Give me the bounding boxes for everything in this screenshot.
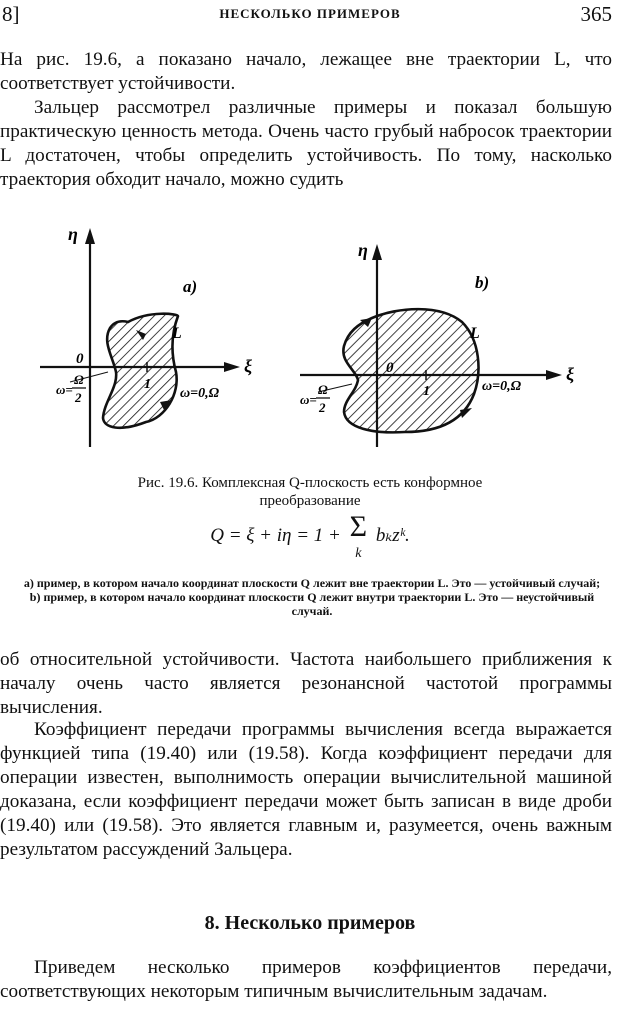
- label-xi-b: ξ: [566, 364, 575, 384]
- paragraph-3-text: об относительной устойчивости. Частота наибольшего приближения к началу очень часто является резонансной частотой программы вычисления.: [0, 649, 612, 718]
- tick-label-b: 1: [423, 384, 430, 399]
- caption-line-1: Рис. 19.6. Комплексная Q-плоскость есть конформное: [137, 475, 483, 491]
- caption-formula: [0, 512, 620, 561]
- paragraph-2-text: Зальцер рассмотрел различные примеры и показал большую практическую ценность метода. Очень часто грубый набросок траектории L достаточен, чтобы определить устойчивость. По тому, насколько траектория обходит начало, можно судить: [0, 97, 612, 190]
- paragraph-4: [0, 718, 612, 862]
- omega-right-a: ω=0,Ω: [180, 386, 220, 401]
- paragraph-1: [0, 48, 612, 96]
- panel-label-a: a): [183, 277, 198, 296]
- paragraph-5: [0, 956, 612, 1004]
- curve-label-a: L: [172, 325, 182, 342]
- omega-left-den-a: 2: [75, 390, 82, 405]
- running-header: [0, 0, 620, 26]
- figure-panel-a: [40, 224, 252, 447]
- trajectory-l-a: [103, 314, 178, 428]
- running-title: НЕСКОЛЬКО ПРИМЕРОВ: [219, 6, 401, 21]
- omega-right-b: ω=0,Ω: [482, 379, 522, 394]
- sum-index: k: [355, 546, 362, 561]
- origin-label-b: 0: [386, 360, 394, 376]
- figure-caption: [0, 474, 620, 510]
- omega-left-prefix-a: ω=: [56, 382, 73, 397]
- omega-left-num-a: Ω: [74, 372, 84, 387]
- figure-panel-b: [300, 240, 574, 447]
- section-heading: 8. Несколько примеров: [204, 912, 416, 934]
- paragraph-2: [0, 96, 612, 192]
- origin-label-a: 0: [76, 351, 84, 367]
- caption-line-2: преобразование: [259, 493, 361, 509]
- paragraph-1-text: На рис. 19.6, а показано начало, лежащее вне траектории L, что соответствует устойчивости.: [0, 49, 612, 94]
- figure-19-6: [0, 222, 620, 472]
- tick-label-a: 1: [144, 377, 151, 392]
- label-xi-a: ξ: [244, 356, 253, 376]
- trajectory-l-b: [343, 309, 478, 432]
- formula-term: bₖzᵏ.: [375, 524, 410, 546]
- label-eta-a: η: [68, 224, 78, 244]
- paragraph-4-text: Коэффициент передачи программы вычисления всегда выражается функцией типа (19.40) или (19.58). Когда коэффициент передачи для операции известен, выполнимость операции вычислительной машиной доказана, если коэффициент передачи может быть записан в виде дроби (19.40) или (19.58). Это является главным и, разумеется, очень важным результатом рассуждений Зальцера.: [0, 719, 612, 860]
- curve-label-b: L: [470, 325, 480, 342]
- omega-left-prefix-b: ω=: [300, 392, 317, 407]
- omega-left-num-b: Ω: [318, 382, 328, 397]
- paragraph-5-text: Приведем несколько примеров коэффициентов передачи, соответствующих некоторым типичным вычислительным задачам.: [0, 957, 612, 1002]
- paragraph-3: [0, 648, 612, 720]
- section-marker: 8]: [2, 2, 20, 26]
- sum-sign: Σ: [349, 510, 368, 543]
- caption-description: а) пример, в котором начало координат плоскости Q лежит вне траектории L. Это — устойчивый случай; b) пример, в котором начало координат плоскости Q лежит внутри траектории L. Это — неустойчивый случай.: [23, 576, 601, 618]
- omega-left-den-b: 2: [319, 400, 326, 415]
- formula-lhs: Q = ξ + iη = 1 +: [210, 524, 341, 546]
- panel-label-b: b): [475, 273, 490, 292]
- page-number: 365: [580, 2, 612, 26]
- label-eta-b: η: [358, 240, 368, 260]
